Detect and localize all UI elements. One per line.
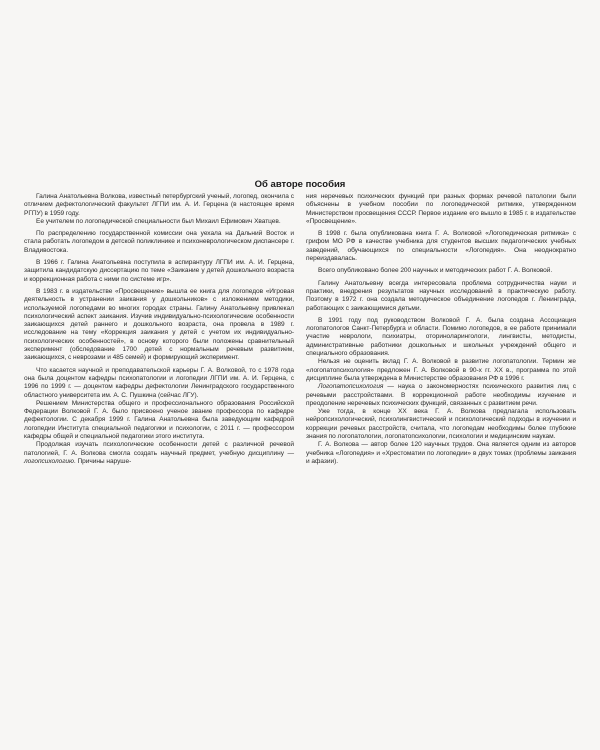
paragraph-text: . Причины наруше- bbox=[73, 457, 132, 465]
paragraph: В 1998 г. была опубликована книга Г. А. Волковой «Логопедическая ритмика» с грифом МО РФ в качестве учебника для студентов высших педагогических учебных заведений, обучающихся по специальности «Логопедия». Она неоднократно переиздавалась. bbox=[306, 230, 576, 263]
right-column bbox=[306, 193, 576, 466]
page-title: Об авторе пособия bbox=[254, 179, 346, 190]
paragraph-text: Продолжая изучать психологические особенности детей с различной речевой патологией, Г. А. Волкова смогла создать научный предмет, учебную дисциплину — bbox=[24, 441, 294, 457]
paragraph: Что касается научной и преподавательской карьеры Г. А. Волковой, то с 1978 года она была доцентом кафедры психопатологии и логопедии ЛГПИ им. А. И. Герцена, с 1996 по 1999 г. — доцентом кафедры дефектологии Ленинградского государственного областного университета им. А. С. Пушкина (сейчас ЛГУ). bbox=[24, 366, 294, 399]
paragraph-term: Логопатопсихология bbox=[318, 383, 384, 391]
paragraph bbox=[306, 383, 576, 408]
paragraph: Галину Анатольевну всегда интересовала проблема сотрудничества науки и практики, внедрения результатов научных исследований в практическую работу. Поэтому в 1972 г. она создала методическое объединение логопедов г. Ленинграда, работающих с заикающимися детьми. bbox=[306, 279, 576, 312]
paragraph: Уже тогда, в конце XX века Г. А. Волкова предлагала использовать нейропсихологический, психолингвистический и психологический подходы в изучении и коррекции речевых расстройств, считала, что логопедам необходимы более глубокие знания по логопатологии, логопатопсихологии, психологии и медицинским наукам. bbox=[306, 408, 576, 441]
paragraph: Всего опубликовано более 200 научных и методических работ Г. А. Волковой. bbox=[318, 267, 553, 275]
paragraph bbox=[24, 441, 294, 466]
paragraph-term: логопсихологию bbox=[24, 457, 74, 465]
paragraph: Ее учителем по логопедической специальности был Михаил Ефимович Хватцев. bbox=[36, 217, 281, 225]
paragraph: Галина Анатольевна Волкова, известный петербургский ученый, логопед, окончила с отличием дефектологический факультет ЛГПИ им. А. И. Герцена (в настоящее время РГПУ) в 1959 году. bbox=[24, 193, 294, 217]
paragraph: Решением Министерства общего и профессионального образования Российской Федерации Волковой Г. А. было присвоено ученое звание профессора по кафедре дефектологии. С декабря 1999 г. Галина Анатольевна была заведующим кафедрой логопедии Института специальной педагогики и психологии, с 2011 г. — профессором кафедры общей и специальной педагогики этого института. bbox=[24, 399, 294, 441]
paragraph: Нельзя не оценить вклад Г. А. Волковой в развитие логопатологии. Термин же «логопатопсихология» предложен Г. А. Волковой в 90-х гг. XX в., программа по этой дисциплине была утверждена в Министерстве образования РФ в 1996 г. bbox=[306, 358, 576, 382]
paragraph: В 1983 г. в издательстве «Просвещение» вышла ее книга для логопедов «Игровая деятельность в устранении заикания у дошкольников» с изложением методики, используемой логопедами во многих городах страны. Галину Анатольевну привлекал психологический аспект заикания. Изучив индивидуально-психологические особенности заикающихся детей раннего и дошкольного возраста, она провела в 1989 г. исследование на тему «Коррекция заикания у детей с учетом их индивидуально-психологических особенностей», в основу которого были положены сравнительный эксперимент (обследование 1700 детей с нормальным речевым развитием, заикающихся, с неврозами и 485 семей) и формирующий эксперимент. bbox=[24, 287, 294, 362]
paragraph: В 1966 г. Галина Анатольевна поступила в аспирантуру ЛГПИ им. А. И. Герцена, защитила кандидатскую диссертацию по теме «Заикание у детей дошкольного возраста и коррекционная работа с ними по системе игр». bbox=[24, 259, 294, 283]
paragraph: По распределению государственной комиссии она уехала на Дальний Восток и стала работать логопедом в детской поликлинике и психоневрологическом диспансере г. Владивостока. bbox=[24, 230, 294, 254]
paragraph: ния неречевых психических функций при разных формах речевой патологии были объяснены в учебном пособии по логопедической ритмике, утвержденном Министерством просвещения СССР. Первое издание его вышло в 1985 г. в издательстве «Просвещение». bbox=[306, 193, 576, 225]
paragraph: В 1991 году под руководством Волковой Г. А. была создана Ассоциация логопатологов Санкт-Петербурга и области. Помимо логопедов, в ее работе принимали участие неврологи, психиатры, оториноларингологи, лингвисты, методисты, административные работники дошкольных и школьных учреждений общего и специального образования. bbox=[306, 316, 576, 358]
paragraph-text: — наука о закономерностях психического развития лиц с речевыми расстройствами. В коррекционной работе необходимы изучение и преодоление неречевых психических функций, связанных с развитием речи. bbox=[306, 383, 576, 407]
left-column bbox=[24, 193, 294, 466]
paragraph: Г. А. Волкова — автор более 120 научных трудов. Она является одним из авторов учебника «Логопедия» и «Хрестоматии по логопедии» в двух томах (проблемы заикания и афазии). bbox=[306, 441, 576, 465]
